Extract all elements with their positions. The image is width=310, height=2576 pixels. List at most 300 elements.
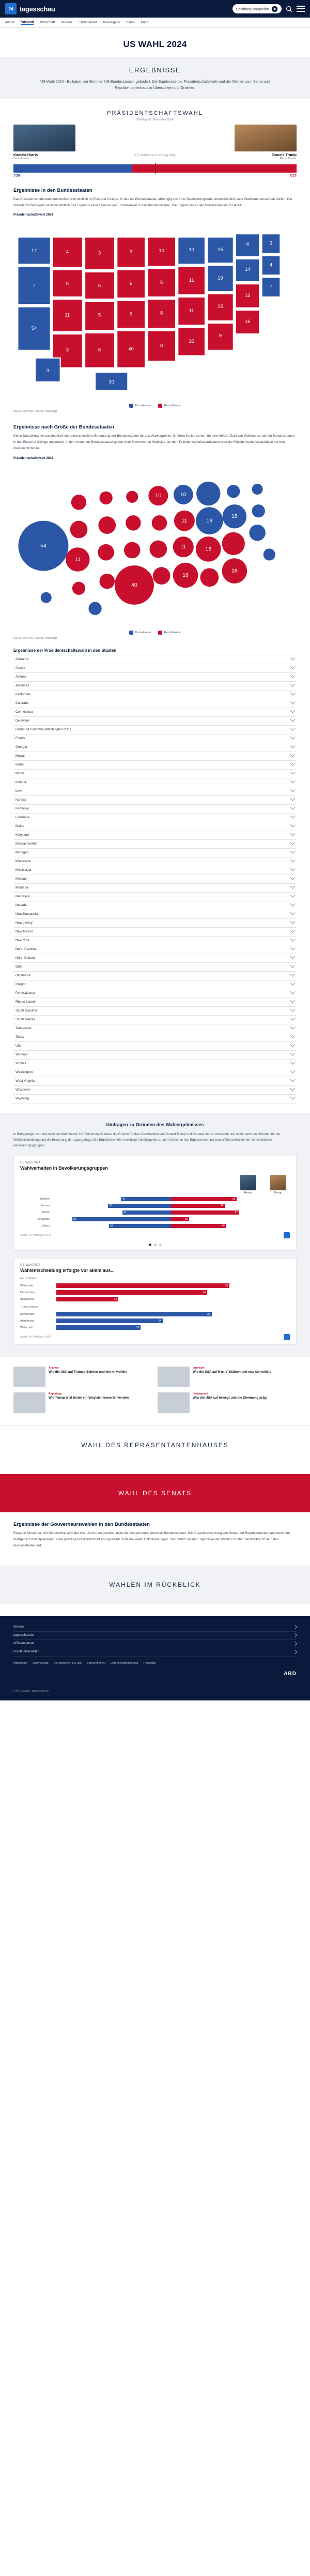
poll-reason-row (20, 1297, 290, 1301)
state-label: Washington (16, 1070, 33, 1075)
svg-text:19: 19 (206, 517, 213, 524)
footer-accordion-row[interactable] (13, 1648, 297, 1657)
chevron-down-icon[interactable] (290, 1060, 296, 1065)
state-row[interactable] (13, 998, 297, 1007)
poll-bar-trump (171, 1224, 226, 1228)
trump-thumbnail (270, 1175, 286, 1190)
chevron-down-icon[interactable] (290, 673, 296, 678)
state-row[interactable] (13, 919, 297, 928)
footer-row-label: ARD-Angebote (13, 1642, 35, 1646)
state-row[interactable] (13, 963, 297, 972)
footer-row-label: tagesschau.de (13, 1634, 34, 1637)
chevron-down-icon[interactable] (290, 682, 296, 687)
state-label: West Virginia (16, 1079, 35, 1083)
candidate-harris-photo (13, 125, 75, 151)
svg-text:3: 3 (129, 249, 133, 255)
state-label: Alabama (16, 657, 28, 662)
chevron-down-icon[interactable] (290, 910, 296, 915)
state-label: North Carolina (16, 947, 37, 952)
poll-bar-harris (72, 1217, 171, 1221)
svg-text:40: 40 (128, 346, 134, 352)
candidate-trump-party: Republikaner (280, 157, 297, 160)
chevron-down-icon[interactable] (290, 866, 296, 871)
state-row[interactable] (13, 980, 297, 989)
poll-reason-bar (56, 1325, 141, 1330)
state-row[interactable] (13, 866, 297, 875)
poll-value-harris: 52 (110, 1224, 113, 1228)
state-label: Connecticut (16, 710, 33, 714)
state-row[interactable] (13, 787, 297, 796)
electoral-bar-republican (132, 164, 297, 173)
teaser-row-2 (0, 1387, 310, 1416)
us-map-svg (13, 221, 297, 401)
poll-reason-value: 39 (225, 1284, 228, 1287)
teaser-row-1 (0, 1357, 310, 1387)
svg-text:10: 10 (180, 491, 187, 498)
svg-text:15: 15 (231, 513, 238, 519)
poll-reason-value: 35 (207, 1312, 210, 1316)
svg-text:10: 10 (189, 247, 194, 253)
chevron-down-icon[interactable] (290, 972, 296, 977)
state-row[interactable] (13, 1086, 297, 1095)
state-row[interactable] (13, 682, 297, 691)
electoral-vote-numbers (13, 174, 297, 178)
poll-group-row (20, 1197, 290, 1201)
map-caption: Quelle: AP/ARD (Stand: endgültig) (13, 410, 57, 413)
poll-reason-value: 19 (136, 1326, 140, 1329)
chevron-down-icon[interactable] (290, 778, 296, 784)
state-row[interactable] (13, 875, 297, 884)
legend-item-democrat (129, 404, 151, 408)
poll-reason-row (20, 1312, 290, 1316)
svg-text:16: 16 (244, 319, 251, 325)
poll-group-label: Schwarze (37, 1218, 50, 1221)
state-row[interactable] (13, 691, 297, 699)
us-cartogram[interactable] (13, 464, 297, 627)
svg-text:54: 54 (40, 542, 47, 549)
chevron-down-icon[interactable] (290, 805, 296, 810)
chevron-down-icon[interactable] (290, 901, 296, 907)
svg-text:10: 10 (159, 248, 164, 254)
electors-harris: 226 (13, 173, 21, 178)
svg-text:3: 3 (66, 347, 69, 354)
state-row[interactable] (13, 1051, 297, 1060)
chevron-down-icon[interactable] (290, 664, 296, 669)
chevron-down-icon[interactable] (290, 893, 296, 898)
chevron-down-icon[interactable] (290, 840, 296, 845)
poll-card1-footer (20, 1232, 290, 1238)
play-broadcast-button[interactable] (233, 4, 282, 13)
state-label: Montana (16, 886, 28, 890)
results-intro: US-Wahl 2024 - Es haben die Stimmen US-Bundesstaaten geändert. Die Ergebnisse der Präsidentschaftswahl und der Wahlen zum Senat und Repräsentantenhaus in Übersichten und Grafiken. (40, 80, 270, 90)
state-label: Minnesota (16, 860, 31, 864)
main-nav (0, 18, 310, 28)
teaser-2[interactable] (158, 1367, 297, 1387)
state-row[interactable] (13, 673, 297, 682)
svg-text:13: 13 (244, 293, 251, 299)
page-title: US WAHL 2024 (123, 39, 187, 49)
state-row[interactable] (13, 1042, 297, 1051)
chevron-down-icon[interactable] (290, 796, 296, 801)
svg-text:16: 16 (205, 546, 212, 553)
footer-link[interactable]: Barrierefreiheit (86, 1661, 105, 1665)
menu-icon[interactable] (297, 6, 305, 12)
chevron-right-icon[interactable] (293, 1625, 297, 1629)
chevron-down-icon[interactable] (290, 937, 296, 942)
poll-carousel-dots[interactable] (20, 1244, 290, 1246)
svg-text:5: 5 (129, 281, 133, 287)
poll-reason-label: Wirtschaft (20, 1284, 33, 1287)
state-row[interactable] (13, 831, 297, 840)
state-row[interactable] (13, 699, 297, 708)
chevron-down-icon[interactable] (290, 691, 296, 696)
state-row[interactable] (13, 796, 297, 805)
state-row[interactable] (13, 752, 297, 761)
svg-text:6: 6 (98, 347, 101, 354)
state-label: Kalifornien (16, 693, 31, 697)
state-row[interactable] (13, 726, 297, 734)
chevron-down-icon[interactable] (290, 980, 296, 986)
cartogram-legend (13, 631, 297, 635)
state-row[interactable] (13, 664, 297, 673)
copyright-text: © ARD-aktuell / tagesschau.de (13, 1689, 49, 1693)
carousel-dot-2[interactable] (154, 1244, 157, 1246)
footer-accordion-row[interactable] (13, 1632, 297, 1640)
state-label: Arkansas (16, 684, 29, 688)
candidate-trump-name: Donald Trump (272, 153, 297, 157)
state-row[interactable] (13, 1060, 297, 1068)
chevron-down-icon[interactable] (290, 919, 296, 924)
poll-reason-label: Demokratie (20, 1312, 35, 1316)
state-label: North Dakota (16, 956, 35, 960)
electors-trump: 312 (289, 173, 297, 178)
chevron-down-icon[interactable] (290, 822, 296, 827)
state-label: Missouri (16, 877, 28, 881)
state-row[interactable] (13, 901, 297, 910)
chevron-down-icon[interactable] (290, 1086, 296, 1091)
carousel-dot-3[interactable] (159, 1244, 162, 1246)
footer-links (13, 1662, 297, 1665)
poll-bar-harris (108, 1204, 171, 1208)
poll-reason-label: Demokratie (20, 1291, 35, 1294)
state-row[interactable] (13, 1007, 297, 1016)
senate-section-heading: WAHL DES SENATS (0, 1474, 310, 1512)
svg-text:16: 16 (182, 572, 189, 578)
teaser-1-kicker: Analyse (49, 1367, 59, 1370)
chevron-down-icon[interactable] (290, 963, 296, 968)
duel-middle (75, 154, 235, 160)
poll-card1-harris (240, 1175, 256, 1194)
search-icon[interactable] (286, 6, 292, 12)
chevron-right-icon[interactable] (293, 1642, 297, 1646)
state-row[interactable] (13, 928, 297, 937)
candidate-trump (235, 125, 297, 160)
nav-item-wissen[interactable]: Wissen (61, 21, 72, 24)
svg-text:8: 8 (160, 310, 163, 316)
teaser-4[interactable] (158, 1392, 297, 1413)
share-icon-2[interactable] (284, 1334, 290, 1340)
chevron-down-icon[interactable] (290, 743, 296, 748)
poll-reason-bar (56, 1297, 118, 1301)
state-row[interactable] (13, 857, 297, 866)
poll-group-label: Weiße (41, 1211, 50, 1215)
poll-reason-bar (56, 1283, 229, 1288)
svg-text:7: 7 (269, 284, 273, 290)
chevron-down-icon[interactable] (290, 761, 296, 766)
state-label: Idaho (16, 763, 24, 767)
chevron-down-icon[interactable] (290, 787, 296, 792)
poll-group-row (20, 1217, 290, 1221)
nav-item-faktenfinder[interactable]: Faktenfinder (78, 21, 97, 24)
house-section-heading: WAHL DES REPRÄSENTANTENHAUSES (0, 1425, 310, 1464)
chevron-down-icon[interactable] (290, 699, 296, 704)
chevron-down-icon[interactable] (290, 875, 296, 880)
chevron-down-icon[interactable] (290, 655, 296, 661)
state-label: Michigan (16, 851, 29, 855)
share-icon[interactable] (284, 1232, 290, 1238)
poll-bar-harris (122, 1210, 171, 1215)
chevron-down-icon[interactable] (290, 1068, 296, 1074)
state-label: South Carolina (16, 1009, 37, 1013)
poll-reason-value: 14 (114, 1297, 117, 1301)
state-row[interactable] (13, 937, 297, 945)
state-label: New Hampshire (16, 912, 39, 916)
chevron-down-icon[interactable] (290, 1033, 296, 1038)
us-cartogram-svg (13, 464, 297, 627)
poll-card2-rows-bottom (20, 1312, 290, 1330)
state-row[interactable] (13, 655, 297, 664)
state-label: Delaware (16, 719, 29, 723)
chevron-down-icon[interactable] (290, 1077, 296, 1082)
poll-reason-row (20, 1290, 290, 1295)
footer-link[interactable]: Datenschutzerklärung (110, 1661, 138, 1665)
poll-reason-row (20, 1325, 290, 1330)
copyright-bar (0, 1682, 310, 1700)
chevron-down-icon[interactable] (290, 884, 296, 889)
svg-text:16: 16 (189, 339, 194, 345)
svg-text:4: 4 (66, 249, 69, 255)
poll-reason-row (20, 1318, 290, 1323)
state-label: Wyoming (16, 1097, 29, 1101)
chevron-down-icon[interactable] (290, 814, 296, 819)
poll-reason-bar (56, 1312, 212, 1316)
poll-card2-source: Quelle: AP VoteCast / ARD (20, 1336, 51, 1339)
state-row[interactable] (13, 822, 297, 831)
chevron-down-icon[interactable] (290, 1016, 296, 1021)
poll-group-label: Frauen (40, 1204, 50, 1208)
state-row[interactable] (13, 884, 297, 893)
teaser-1-image (13, 1367, 45, 1387)
svg-text:9: 9 (219, 333, 222, 339)
nav-item-video[interactable]: Video (126, 21, 135, 24)
poll-card2-legend-right: Trump-Wähler (20, 1306, 38, 1309)
nav-item-wirtschaft[interactable]: Wirtschaft (40, 21, 55, 24)
svg-text:54: 54 (31, 326, 37, 332)
poll-bar-trump (171, 1197, 237, 1201)
state-label: Nevada (16, 903, 27, 908)
teaser-4-kicker: Hintergrund (193, 1392, 208, 1396)
chevron-down-icon[interactable] (290, 945, 296, 950)
play-broadcast-label: Sendung abspielen (236, 6, 269, 11)
states-accordion-section (0, 648, 310, 1103)
chevron-down-icon[interactable] (290, 857, 296, 863)
logo-text: tagesschau (20, 5, 55, 13)
svg-text:30: 30 (109, 379, 114, 386)
chevron-down-icon[interactable] (290, 1095, 296, 1100)
chevron-right-icon[interactable] (293, 1633, 297, 1637)
chevron-down-icon[interactable] (290, 928, 296, 933)
state-row[interactable] (13, 805, 297, 814)
state-row[interactable] (13, 893, 297, 901)
footer-link[interactable]: Redaktion (143, 1661, 157, 1665)
chevron-down-icon[interactable] (290, 1051, 296, 1056)
nav-item-investigativ[interactable]: Investigativ (103, 21, 120, 24)
footer-accordion (13, 1623, 297, 1657)
nav-item-mehr[interactable]: Mehr (141, 21, 149, 24)
teaser-1[interactable] (13, 1367, 152, 1387)
footer-row-label: Rundfunkanstalten (13, 1650, 40, 1654)
state-row[interactable] (13, 945, 297, 954)
svg-text:6: 6 (98, 283, 101, 289)
map-section-title: Ergebnisse in den Bundesstaaten (13, 187, 92, 193)
poll-value-harris: 42 (122, 1198, 125, 1201)
play-icon (271, 6, 278, 12)
map-legend (13, 404, 297, 408)
footer-link[interactable]: Datenschutz (33, 1661, 49, 1665)
svg-text:6: 6 (129, 311, 133, 317)
chevron-down-icon[interactable] (290, 717, 296, 722)
poll-reason-label: Abtreibung (20, 1297, 34, 1301)
ard-logo: ARD (284, 1670, 297, 1677)
chevron-down-icon[interactable] (290, 1007, 296, 1012)
poll-reason-value: 24 (158, 1319, 162, 1323)
state-label: Maine (16, 824, 25, 829)
top-bar (0, 0, 310, 18)
chevron-down-icon[interactable] (290, 1042, 296, 1047)
state-row[interactable] (13, 849, 297, 857)
candidate-trump-photo (235, 125, 297, 151)
states-accordion-title: Ergebnisse der Präsidentschaftswahl in den Staaten (13, 648, 117, 653)
svg-text:11: 11 (181, 517, 188, 524)
state-label: Oregon (16, 983, 27, 987)
chevron-down-icon[interactable] (290, 849, 296, 854)
chevron-down-icon[interactable] (290, 752, 296, 757)
state-row[interactable] (13, 954, 297, 963)
state-label: Texas (16, 1035, 24, 1039)
state-row[interactable] (13, 770, 297, 778)
state-row[interactable] (13, 814, 297, 822)
nav-item-ausland[interactable]: Ausland (20, 20, 34, 24)
footer-accordion-row[interactable] (13, 1640, 297, 1648)
chevron-down-icon[interactable] (290, 989, 296, 994)
carousel-dot-1[interactable] (149, 1244, 151, 1246)
state-row[interactable] (13, 910, 297, 919)
chevron-right-icon[interactable] (293, 1650, 297, 1654)
teaser-2-image (158, 1367, 190, 1387)
svg-text:16: 16 (231, 568, 238, 574)
poll-reason-value: 34 (203, 1291, 206, 1294)
state-row[interactable] (13, 1033, 297, 1042)
svg-text:3: 3 (46, 368, 50, 374)
majority-marker (155, 163, 156, 174)
teaser-3[interactable] (13, 1392, 152, 1413)
chevron-down-icon[interactable] (290, 998, 296, 1003)
us-results-map[interactable] (13, 221, 297, 401)
state-label: Ohio (16, 965, 23, 969)
cartogram-caption: Quelle: AP/ARD (Stand: endgültig) (13, 636, 57, 640)
state-label: Kansas (16, 798, 27, 802)
state-label: Mississippi (16, 868, 32, 872)
chevron-down-icon[interactable] (290, 1024, 296, 1030)
state-row[interactable] (13, 989, 297, 998)
candidate-harris-name: Kamala Harris (13, 153, 38, 157)
poll-bar-trump (171, 1210, 239, 1215)
state-label: New York (16, 939, 29, 943)
state-row[interactable] (13, 1016, 297, 1024)
footer-link[interactable]: Impressum (13, 1661, 28, 1665)
svg-text:3: 3 (269, 240, 273, 247)
state-label: Arizona (16, 675, 27, 679)
state-row[interactable] (13, 734, 297, 743)
footer-accordion-row[interactable] (13, 1623, 297, 1632)
map-label: Präsidentschaftswahl 2024 (13, 213, 53, 217)
states-accordion (13, 655, 297, 1103)
poll-value-trump: 46 (222, 1224, 225, 1228)
cartogram-text: Diese Darstellung veranschaulicht die unterschiedliche Bedeutung der Bundesstaaten für das Wahlergebnis: Größere Kreise stehen für eine höhere Zahl von Wahlleuten, die ein Bundesstaaten in das Electoral College entsendet. In dem manchen Bundesstaaten geben viele Stimmen den Wahlsieg, an dem Präsidentschaftskandidaten oder die Präsidentschaftskandidatin mit den meisten Stimmen. (13, 434, 295, 450)
cartogram-legend-democrat (129, 631, 151, 635)
cartogram-legend-label-republican: Republikaner (164, 631, 181, 634)
state-row[interactable] (13, 1024, 297, 1033)
state-row[interactable] (13, 717, 297, 726)
footer (0, 1616, 310, 1682)
harris-thumbnail (240, 1175, 256, 1190)
polls-text: In Befragungen vor und nach der Wahl haben US-Forschungsinstitute die Gründe für das Abschneiden von Donald Trump und Kamala Harris untersucht und auch nach den Gründen für die Wahlentscheidung und die Bewertung der Lage gefragt. Die Ergebnisse liefern wichtige Anhaltspunkte zu den Ursachen des Ergebnisses und zum Wählerverhalten der verschiedenen Bevölkerungsgruppen. (13, 1132, 281, 1148)
state-row[interactable] (13, 1095, 297, 1103)
cartogram-label: Präsidentschaftswahl 2024 (13, 456, 53, 460)
teaser-1-title: Wie die USA auf Trumps Stärken und wie im weltlite (49, 1370, 128, 1374)
state-row[interactable] (13, 972, 297, 980)
state-label: Florida (16, 737, 26, 741)
chevron-down-icon[interactable] (290, 770, 296, 775)
svg-text:3: 3 (98, 250, 101, 256)
footer-link[interactable]: Sie wünschen Sie uns (53, 1661, 82, 1665)
state-row[interactable] (13, 778, 297, 787)
state-row[interactable] (13, 743, 297, 752)
chevron-down-icon[interactable] (290, 954, 296, 959)
svg-text:11: 11 (65, 312, 70, 318)
state-row[interactable] (13, 840, 297, 849)
chevron-down-icon[interactable] (290, 708, 296, 713)
svg-text:6: 6 (160, 280, 163, 286)
chevron-down-icon[interactable] (290, 734, 296, 740)
chevron-down-icon[interactable] (290, 726, 296, 731)
svg-text:6: 6 (66, 281, 69, 287)
nav-item-inland[interactable]: Inland (5, 21, 14, 24)
svg-text:4: 4 (246, 241, 249, 248)
governors-text: Etwa ein Drittel der 100 Senatssitze wird alle zwei Jahre neu gewählt, dazu die Gouverneure einzelner Bundesstaaten. Die Zusammensetzung von Senat und Repräsentantenhaus bestimmt maßgeblich den Spielraum für die jeweilige Präsidentschaft und gestaltet Rolle bei vielen Entscheidungen. Hier finden Sie die Ergebnisse der Wahlen um die Senatssitze 2024 in den Bundesstaaten auf. (13, 1531, 290, 1548)
poll-reason-label: Wirtschaft (20, 1326, 33, 1329)
chevron-down-icon[interactable] (290, 831, 296, 836)
state-row[interactable] (13, 708, 297, 717)
poll-card2-legend-left: Harris-Wähler (20, 1277, 38, 1281)
poll-bar-harris (109, 1224, 171, 1228)
state-row[interactable] (13, 761, 297, 770)
logo[interactable] (5, 3, 55, 14)
state-label: Virginia (16, 1062, 26, 1066)
state-label: Maryland (16, 833, 29, 837)
state-row[interactable] (13, 1077, 297, 1086)
state-row[interactable] (13, 1068, 297, 1077)
